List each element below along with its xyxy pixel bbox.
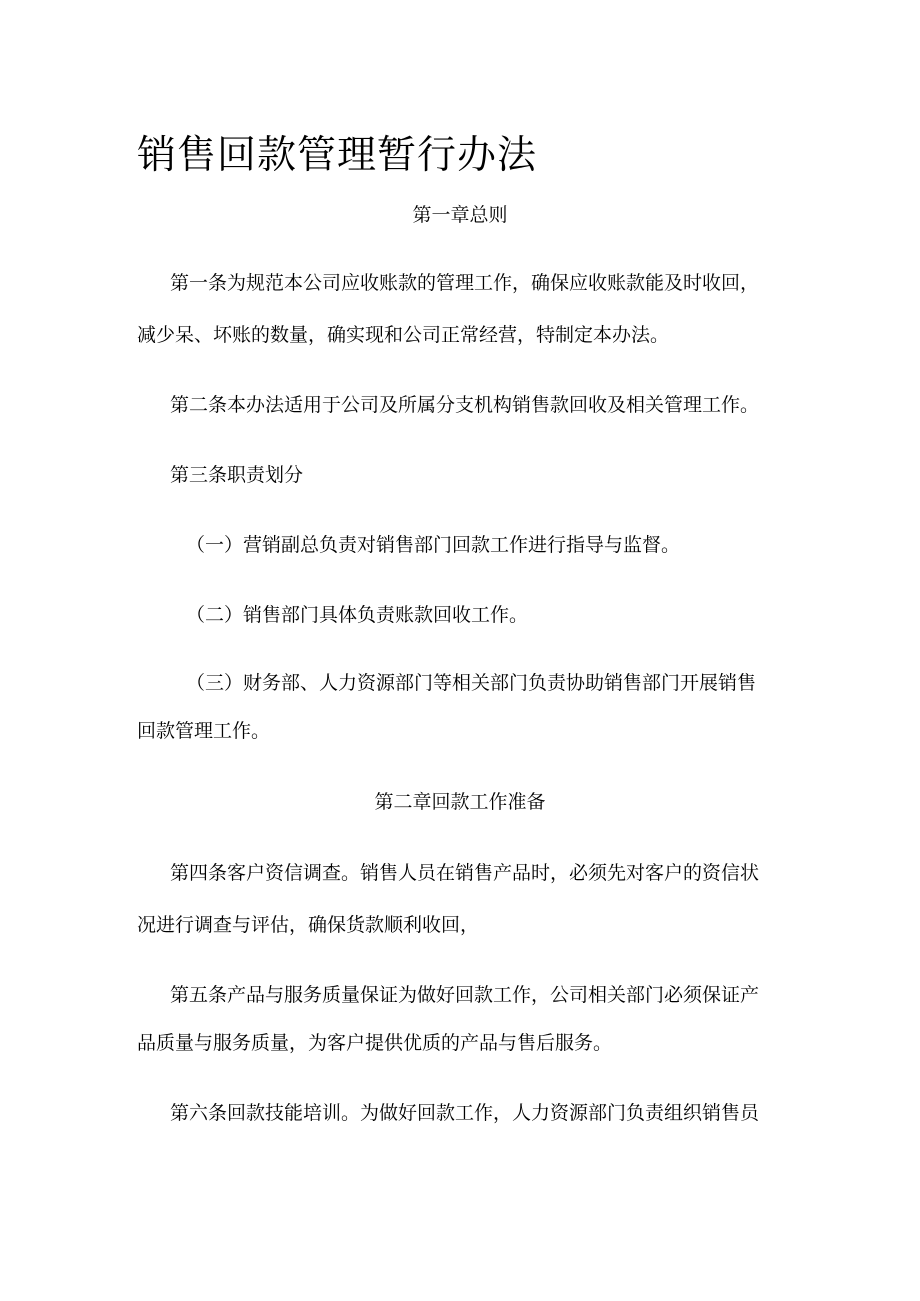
article-1-line-2: 减少呆、坏账的数量，确实现和公司正常经营，特制定本办法。 bbox=[137, 324, 670, 346]
duty-item-1: （一）营销副总负责对销售部门回款工作进行指导与监督。 bbox=[186, 534, 681, 556]
duty-item-3-line-1: （三）财务部、人力资源部门等相关部门负责协助销售部门开展销售 bbox=[186, 672, 757, 694]
article-1-line-1: 第一条为规范本公司应收账款的管理工作，确保应收账款能及时收回， bbox=[170, 272, 760, 294]
article-4-line-1: 第四条客户资信调查。销售人员在销售产品时，必须先对客户的资信状 bbox=[170, 862, 760, 884]
duty-item-3-line-2: 回款管理工作。 bbox=[137, 720, 271, 742]
article-5-line-1: 第五条产品与服务质量保证为做好回款工作，公司相关部门必须保证产 bbox=[170, 984, 760, 1006]
article-3-heading: 第三条职责划分 bbox=[170, 464, 304, 486]
article-5-line-2: 品质量与服务质量，为客户提供优质的产品与售后服务。 bbox=[137, 1032, 613, 1054]
chapter-2-heading: 第二章回款工作准备 bbox=[374, 791, 546, 813]
document-title: 销售回款管理暂行办法 bbox=[137, 133, 538, 178]
chapter-1-heading: 第一章总则 bbox=[412, 204, 508, 226]
article-2: 第二条本办法适用于公司及所属分支机构销售款回收及相关管理工作。 bbox=[170, 394, 760, 416]
duty-item-2: （二）销售部门具体负责账款回收工作。 bbox=[186, 604, 529, 626]
article-4-line-2: 况进行调查与评估，确保货款顺利收回， bbox=[137, 914, 480, 936]
article-6-line-1: 第六条回款技能培训。为做好回款工作，人力资源部门负责组织销售员 bbox=[170, 1102, 760, 1124]
